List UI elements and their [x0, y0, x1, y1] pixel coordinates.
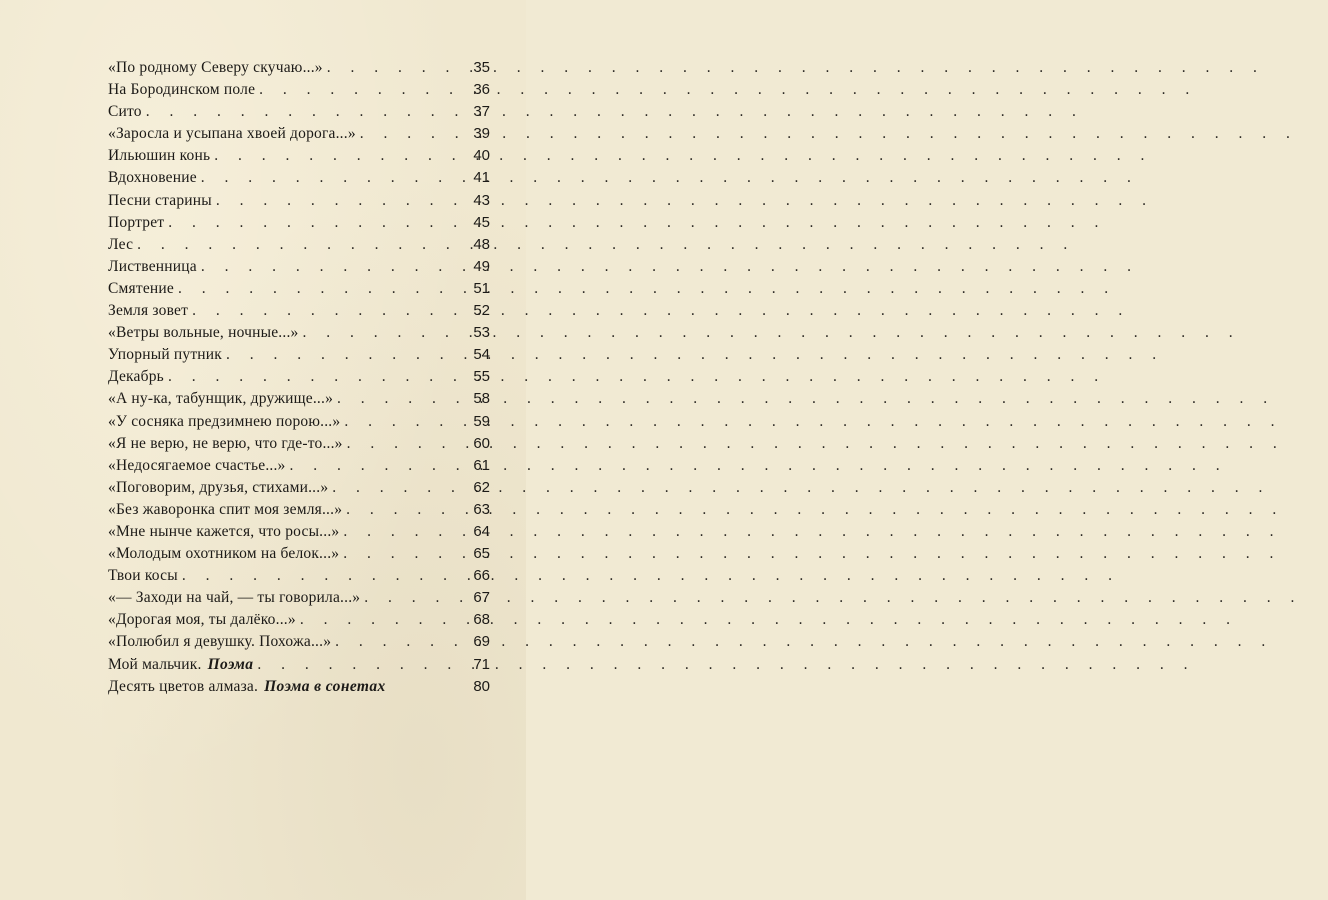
- entry-title: Вдохновение: [108, 169, 197, 187]
- dot-leader: [300, 609, 462, 631]
- page-number: 68: [473, 611, 490, 629]
- toc-entry: [108, 322, 490, 344]
- page-number: 51: [473, 279, 490, 297]
- dot-leader: [201, 167, 462, 189]
- entry-title: Лес: [108, 235, 134, 253]
- dot-leader: [332, 477, 462, 499]
- page-number: 59: [473, 412, 490, 430]
- entry-title: «Заросла и усыпана хвоей дорога...»: [108, 125, 356, 143]
- toc-entry: [108, 631, 490, 653]
- page-number: 80: [473, 677, 490, 695]
- dot-leader: [168, 212, 462, 234]
- entry-title: «Дорогая моя, ты далёко...»: [108, 611, 296, 629]
- dot-leader: [168, 366, 462, 388]
- page-number: 66: [473, 567, 490, 585]
- toc-entry: [108, 654, 490, 676]
- dot-leader: [214, 145, 462, 167]
- entry-title: Песни старины: [108, 191, 212, 209]
- entry-title: Сито: [108, 103, 142, 121]
- entry-title: «Поговорим, друзья, стихами...»: [108, 478, 329, 496]
- dot-leader: [344, 411, 462, 433]
- entry-subtitle: Поэма в сонетах: [264, 677, 386, 695]
- entry-title: «А ну-ка, табунщик, дружище...»: [108, 390, 334, 408]
- entry-title: «Полюбил я девушку. Похожа...»: [108, 633, 332, 651]
- page-number: 61: [473, 456, 490, 474]
- entry-subtitle: Поэма: [207, 655, 254, 673]
- toc-entry: [108, 477, 490, 499]
- toc-entry: [108, 145, 490, 167]
- entry-title: «У сосняка предзимнею порою...»: [108, 412, 341, 430]
- entry-title: Ильюшин конь: [108, 147, 211, 165]
- toc-entry: [108, 278, 490, 300]
- page-number: 64: [473, 522, 490, 540]
- toc-entry: [108, 344, 490, 366]
- entry-title: Упорный путник: [108, 346, 223, 364]
- dot-leader: [226, 344, 462, 366]
- page-number: 48: [473, 235, 490, 253]
- dot-leader: [346, 499, 462, 521]
- entry-title: «Мне нынче кажется, что росы...»: [108, 522, 340, 540]
- toc-entry: [108, 256, 490, 278]
- toc-entry: [108, 676, 490, 698]
- toc-entry: [108, 543, 490, 565]
- dot-leader: [146, 101, 462, 123]
- toc-entry: [108, 433, 490, 455]
- toc-entry: [108, 609, 490, 631]
- dot-leader: [343, 521, 462, 543]
- entry-title: «Без жаворонка спит моя земля...»: [108, 500, 343, 518]
- toc-entry: [108, 455, 490, 477]
- entry-title: «Я не верю, не верю, что где-то...»: [108, 434, 343, 452]
- page-number: 40: [473, 147, 490, 165]
- entry-title: «Недосягаемое счастье...»: [108, 456, 286, 474]
- toc-entry: [108, 190, 490, 212]
- toc-entry: [108, 587, 490, 609]
- page-number: 39: [473, 125, 490, 143]
- dot-leader: [137, 234, 462, 256]
- toc-entry: [108, 565, 490, 587]
- page-number: 36: [473, 81, 490, 99]
- entry-title: «Молодым охотником на белок...»: [108, 545, 340, 563]
- page-number: 67: [473, 589, 490, 607]
- page-number: 63: [473, 500, 490, 518]
- entry-title: «Ветры вольные, ночные...»: [108, 324, 299, 342]
- page-number: 35: [473, 59, 490, 76]
- toc-entry: [108, 57, 490, 79]
- page-number: 65: [473, 545, 490, 563]
- dot-leader: [290, 455, 463, 477]
- toc-entry: [108, 101, 490, 123]
- entry-title: Твои косы: [108, 567, 178, 585]
- page-number: 60: [473, 434, 490, 452]
- page-number: 69: [473, 633, 490, 651]
- toc-entry: [108, 123, 490, 145]
- dot-leader: [302, 322, 462, 344]
- toc-entry: [108, 212, 490, 234]
- page-number: 45: [473, 213, 490, 231]
- page-number: 49: [473, 257, 490, 275]
- entry-title: «По родному Северу скучаю...»: [108, 59, 323, 76]
- dot-leader: [360, 123, 462, 145]
- toc-entry: [108, 499, 490, 521]
- table-of-contents: [108, 57, 490, 698]
- entry-title: Портрет: [108, 213, 165, 231]
- page-number: 58: [473, 390, 490, 408]
- dot-leader: [201, 256, 462, 278]
- entry-title: Лиственница: [108, 257, 197, 275]
- page-number: 62: [473, 478, 490, 496]
- entry-title: На Бородинском поле: [108, 81, 256, 99]
- dot-leader: [257, 654, 462, 676]
- book-page: [0, 0, 526, 900]
- dot-leader: [364, 587, 462, 609]
- page-number: 43: [473, 191, 490, 209]
- dot-leader: [347, 433, 462, 455]
- dot-leader: [335, 631, 462, 653]
- toc-entry: [108, 167, 490, 189]
- toc-entry: [108, 79, 490, 101]
- toc-entry: [108, 411, 490, 433]
- page-number: 53: [473, 324, 490, 342]
- toc-entry: [108, 234, 490, 256]
- page-number: 52: [473, 302, 490, 320]
- entry-title: Декабрь: [108, 368, 164, 386]
- dot-leader: [259, 79, 462, 101]
- dot-leader: [178, 278, 462, 300]
- page-number: 55: [473, 368, 490, 386]
- dot-leader: [182, 565, 462, 587]
- entry-title: Десять цветов алмаза.: [108, 677, 259, 695]
- toc-entry: [108, 300, 490, 322]
- entry-title: Смятение: [108, 279, 174, 297]
- dot-leader: [337, 388, 462, 410]
- dot-leader: [327, 57, 462, 79]
- toc-entry: [108, 388, 490, 410]
- toc-entry: [108, 521, 490, 543]
- page-number: 71: [473, 655, 490, 673]
- page-number: 37: [473, 103, 490, 121]
- entry-title: Земля зовет: [108, 302, 189, 320]
- page-number: 54: [473, 346, 490, 364]
- dot-leader: [216, 190, 462, 212]
- entry-title: «— Заходи на чай, — ты говорила...»: [108, 589, 361, 607]
- toc-entry: [108, 366, 490, 388]
- dot-leader: [343, 543, 462, 565]
- dot-leader: [192, 300, 462, 322]
- entry-title: Мой мальчик.: [108, 655, 202, 673]
- page-number: 41: [473, 169, 490, 187]
